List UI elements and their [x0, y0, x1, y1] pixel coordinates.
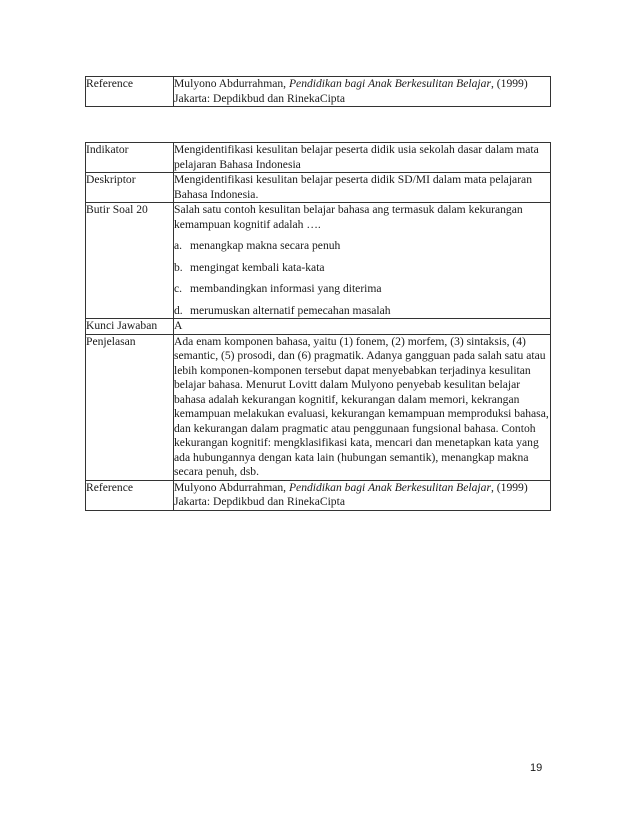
penjelasan-text: Ada enam komponen bahasa, yaitu (1) fonem, (2) morfem, (3) sintaksis, (4) semantic, (5) prosodi, dan (6) pragmatik. Adanya gangguan pada salah satu atau lebih komponen-komponen tersebut dapat menyebabkan terjadinya kesulitan belajar bahasa. Menurut Lovitt dalam Mulyono penyebab kesulitan belajar bahasa adalah kekurangan kognitif, kekurangan dalam memori, kekrangan kemampuan melakukan evaluasi, kekurangan kemampuan memproduksi bahasa, dan kekurangan dalam pragmatic atau penggunaan fungsional bahasa. Contoh kekurangan kognitif: mengklasifikasi kata, mencari dan menetapkan kata yang ada hubungannya dengan kata lain (hubungan semantik), menangkap makna secara penuh, dsb. [174, 334, 549, 478]
butir-soal-row [86, 203, 551, 319]
reference-book-title: Pendidikan bagi Anak Berkesulitan Belajar [288, 77, 491, 90]
reference-content [174, 480, 551, 510]
reference-author: Mulyono Abdurrahman, [174, 480, 289, 494]
deskriptor-label: Deskriptor [86, 173, 174, 203]
penjelasan-row [86, 334, 551, 480]
page-number: 19 [530, 762, 543, 774]
option-b [174, 261, 550, 276]
reference-comma: , [490, 77, 494, 90]
kunci-jawaban-value: A [174, 319, 551, 335]
option-letter: a. [174, 239, 183, 252]
reference-row [86, 77, 551, 107]
reference-book-title: Pendidikan bagi Anak Berkesulitan Belajar [288, 480, 491, 494]
option-letter: d. [174, 303, 183, 317]
option-letter: b. [174, 260, 183, 274]
option-text: menangkap makna secara penuh [190, 239, 341, 252]
reference-publisher: (1999) Jakarta: Depdikbud dan RinekaCipta [174, 77, 528, 105]
option-a [174, 239, 550, 254]
option-text: mengingat kembali kata-kata [190, 260, 325, 274]
option-text: merumuskan alternatif pemecahan masalah [190, 303, 391, 317]
top-reference-table [85, 76, 551, 107]
indikator-row [86, 143, 551, 173]
reference-label: Reference [86, 480, 174, 510]
butir-soal-content [174, 203, 551, 319]
reference-row [86, 480, 551, 510]
reference-comma: , [490, 480, 494, 494]
reference-citation [174, 77, 550, 106]
kunci-jawaban-row [86, 319, 551, 335]
kunci-jawaban-label: Kunci Jawaban [86, 319, 174, 335]
question-table [85, 142, 551, 511]
reference-citation [174, 481, 550, 510]
question-text: Salah satu contoh kesulitan belajar bahasa ang termasuk dalam kekurangan kemampuan kognitif adalah …. [174, 203, 523, 231]
deskriptor-text: Mengidentifikasi kesulitan belajar peserta didik SD/MI dalam mata pelajaran Bahasa Indonesia. [174, 173, 551, 203]
butir-soal-label: Butir Soal 20 [86, 203, 174, 319]
deskriptor-row [86, 173, 551, 203]
option-d [174, 304, 550, 319]
option-c [174, 282, 550, 297]
reference-publisher: (1999) Jakarta: Depdikbud dan RinekaCipta [174, 480, 528, 508]
penjelasan-label: Penjelasan [86, 334, 174, 480]
option-text: membandingkan informasi yang diterima [190, 282, 382, 295]
option-letter: c. [174, 282, 183, 295]
reference-label: Reference [86, 77, 174, 107]
indikator-text: Mengidentifikasi kesulitan belajar peserta didik usia sekolah dasar dalam mata pelajaran Bahasa Indonesia [174, 143, 551, 173]
indikator-label: Indikator [86, 143, 174, 173]
reference-content [174, 77, 551, 107]
reference-author: Mulyono Abdurrahman, [174, 77, 289, 90]
